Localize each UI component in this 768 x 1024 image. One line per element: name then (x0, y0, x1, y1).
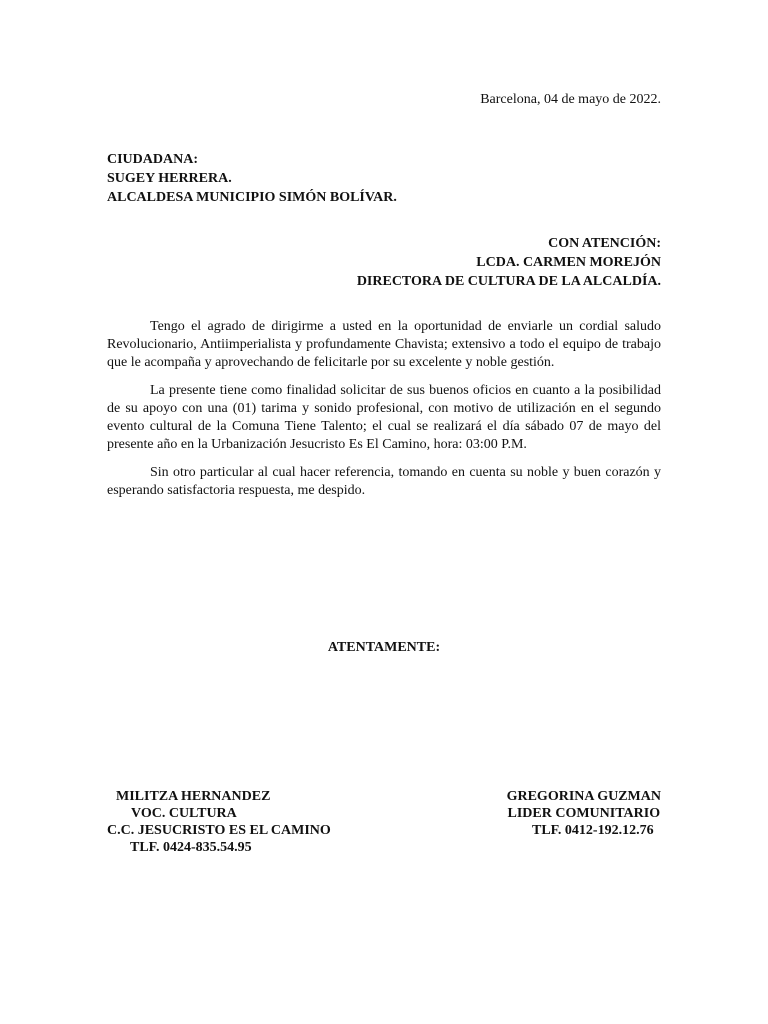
signature-right-name: GREGORINA GUZMAN (506, 789, 661, 804)
letter-date: Barcelona, 04 de mayo de 2022. (480, 92, 661, 107)
body-paragraph: Sin otro particular al cual hacer referencia, tomando en cuenta su noble y buen corazón y esperando satisfactoria respuesta, me despido. (107, 465, 661, 498)
signature-left-phone: TLF. 0424-835.54.95 (130, 840, 252, 855)
signature-right-role: LIDER COMUNITARIO (507, 806, 661, 821)
attention-block (357, 234, 661, 291)
addressee-title: CIUDADANA: (107, 152, 198, 167)
addressee-name: SUGEY HERRERA. (107, 171, 232, 186)
attention-label: CON ATENCIÓN: (548, 236, 661, 251)
signature-left-org: C.C. JESUCRISTO ES EL CAMINO (107, 823, 331, 838)
signature-left-role: VOC. CULTURA (131, 806, 237, 821)
body-paragraph: Tengo el agrado de dirigirme a usted en la oportunidad de enviarle un cordial saludo Revolucionario, Antiimperialista y profundamente Chavista; extensivo a todo el equipo de trabajo que le acompaña y aprovechando de felicitarle por su excelente y noble gestión. (107, 319, 661, 370)
letter-body (107, 318, 661, 510)
addressee-block (107, 150, 397, 207)
signature-right-phone: TLF. 0412-192.12.76 (531, 823, 654, 838)
signature-left-name: MILITZA HERNANDEZ (116, 789, 271, 804)
closing-salutation: ATENTAMENTE: (327, 640, 441, 655)
body-paragraph: La presente tiene como finalidad solicitar de sus buenos oficios en cuanto a la posibilidad de su apoyo con una (01) tarima y sonido profesional, con motivo de utilización en el segundo evento cultural de la Comuna Tiene Talento; el cual se realizará el día sábado 07 de mayo del presente año en la Urbanización Jesucristo Es El Camino, hora: 03:00 P.M. (107, 383, 661, 452)
signature-right (507, 788, 661, 839)
attention-position: DIRECTORA DE CULTURA DE LA ALCALDÍA. (356, 274, 661, 289)
signature-left (107, 788, 331, 856)
addressee-position: ALCALDESA MUNICIPIO SIMÓN BOLÍVAR. (107, 190, 397, 205)
attention-name: LCDA. CARMEN MOREJÓN (476, 255, 661, 270)
